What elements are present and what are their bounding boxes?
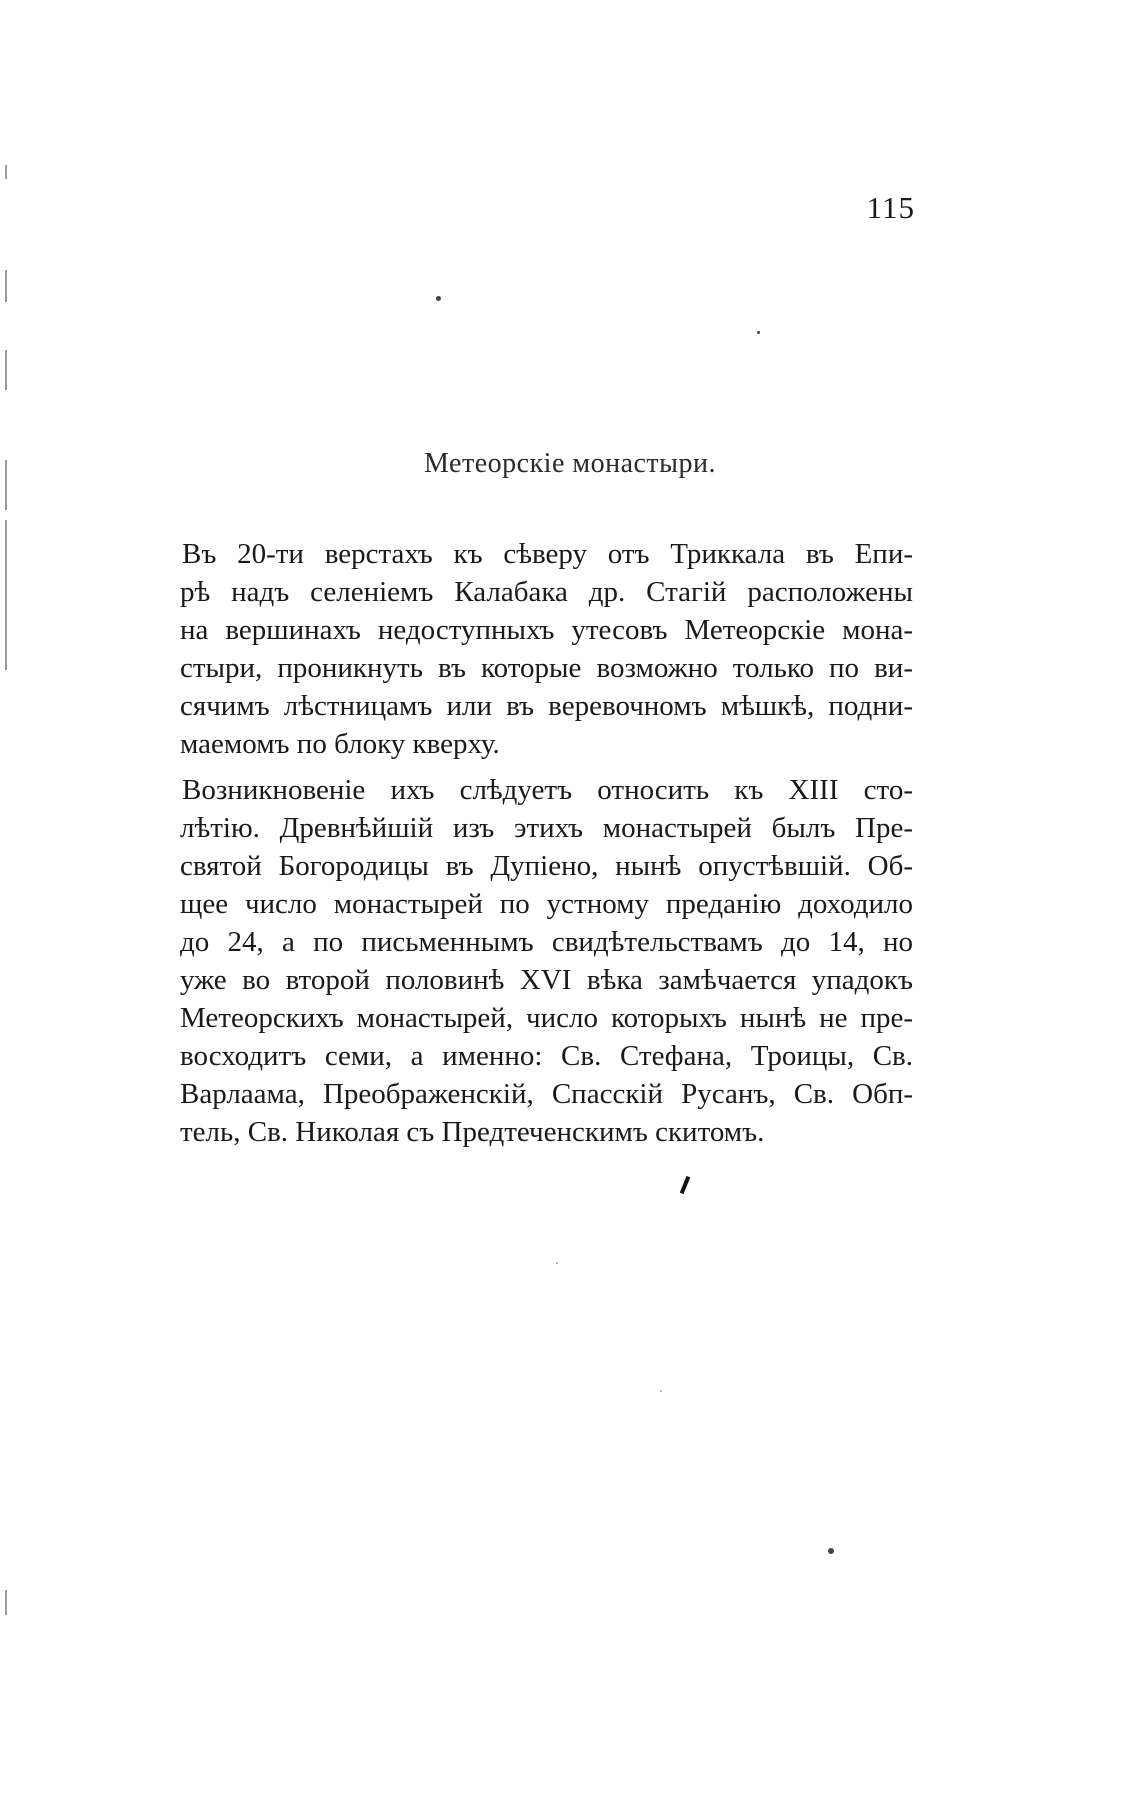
text-line: стыри, проникнуть въ которые возможно только по ви- — [180, 652, 913, 684]
scan-edge-mark — [5, 520, 7, 670]
page-number: 115 — [866, 190, 915, 225]
text-line: восходитъ семи, а именно: Св. Стефана, Троицы, Св. — [180, 1040, 913, 1072]
text-line: Возникновеніе ихъ слѣдуетъ относить къ XIII сто- — [182, 774, 913, 806]
text-line: святой Богородицы въ Дупіено, нынѣ опустѣвшій. Об- — [180, 850, 913, 882]
ink-speck — [436, 296, 441, 301]
text-line: на вершинахъ недоступныхъ утесовъ Метеорскіе мона- — [180, 614, 913, 646]
ink-speck — [828, 1548, 834, 1554]
scan-edge-mark — [5, 165, 7, 179]
paragraph — [180, 771, 913, 1151]
pen-mark — [680, 1176, 690, 1194]
text-line: Метеорскихъ монастырей, число которыхъ нынѣ не пре- — [180, 1002, 913, 1034]
ink-speck — [660, 1390, 662, 1392]
text-line: тель, Св. Николая съ Предтеченскимъ скитомъ. — [180, 1116, 765, 1148]
ink-speck — [757, 331, 760, 334]
text-line: уже во второй половинѣ XVI вѣка замѣчается упадокъ — [180, 964, 913, 996]
text-line: до 24, а по письменнымъ свидѣтельствамъ до 14, но — [180, 926, 913, 958]
body-text — [180, 535, 913, 1151]
text-line: маемомъ по блоку кверху. — [180, 728, 500, 760]
section-heading: Метеорскіе монастыри. — [424, 448, 716, 479]
text-line: Въ 20-ти верстахъ къ сѣверу отъ Триккала въ Епи- — [182, 538, 913, 570]
scan-edge-mark — [5, 350, 7, 390]
text-line: лѣтію. Древнѣйшій изъ этихъ монастырей былъ Пре- — [180, 812, 913, 844]
paragraph — [180, 535, 913, 763]
text-line: сячимъ лѣстницамъ или въ веревочномъ мѣшкѣ, подни- — [180, 690, 913, 722]
text-line: Варлаама, Преображенскій, Спасскій Русанъ, Св. Обп- — [180, 1078, 913, 1110]
text-line: щее число монастырей по устному преданію доходило — [180, 888, 913, 920]
ink-speck — [556, 1262, 558, 1264]
scan-edge-mark — [5, 270, 7, 302]
scan-edge-mark — [5, 1590, 7, 1615]
text-line: рѣ надъ селеніемъ Калабака др. Стагій расположены — [180, 576, 913, 608]
